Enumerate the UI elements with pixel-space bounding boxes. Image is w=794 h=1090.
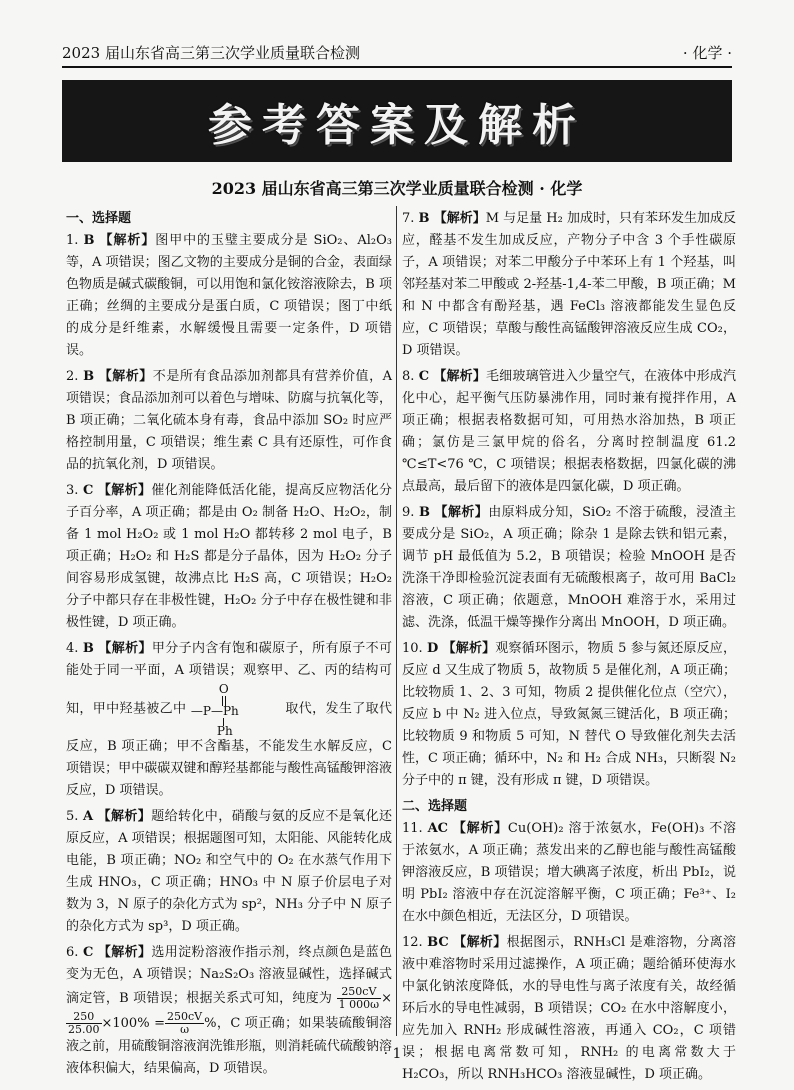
answer-key: B: [418, 505, 430, 520]
banner-text: 参考答案及解析: [208, 100, 586, 151]
item-text: M 与足量 H₂ 加成时，只有苯环发生加成反应，醛基不发生加成反应，产物分子中含 3 个手性碳原子，A 项错误；对苯二甲酸分子中苯环上有 1 个羟基，叫邻羟基对苯二甲酸或 2-羟基-1,4-苯二甲酸，B 项正确；M 和 N 中都含有酚羟基，遇 FeCl₃ 溶液都能发生显色反应，C 项错误；草酸与酸性高锰酸钾溶液反应生成 CO₂，D 项错误。: [402, 211, 736, 358]
structure-phenyl: Ph: [216, 724, 233, 738]
analysis-tag: 【解析】: [453, 935, 507, 950]
answer-item-1: [66, 230, 392, 362]
answer-key: BC: [427, 935, 449, 950]
item-text-cont: 取代，发生了取代反应，B 项正确；甲不含酯基，不能发生水解反应，C 项错误；甲中碳碳双键和醇羟基都能与酸性高锰酸钾溶液反应，D 项错误。: [66, 701, 392, 798]
column-divider: [396, 206, 397, 1036]
analysis-tag: 【解析】: [98, 641, 152, 656]
answer-item-5: [66, 806, 392, 938]
item-text: Cu(OH)₂ 溶于浓氨水，Fe(OH)₃ 不溶于浓氨水，A 项正确；蒸发出来的乙醇也能与酸性高锰酸钾溶液反应，B 项错误；增大碘离子浓度，析出 PbI₂，说明 PbI₂ 溶液中存在沉淀溶解平衡，C 项正确；Fe³⁺、I₂ 在水中颜色相近，无法区分，D 项错误。: [402, 821, 736, 924]
answer-key: B: [83, 369, 95, 384]
item-number: 9.: [402, 505, 415, 520]
item-number: 3.: [66, 483, 79, 498]
item-text: 选用淀粉溶液作指示剂，终点颜色是蓝色变为无色，A 项错误；Na₂S₂O₃ 溶液显碱性，选择碱式滴定管，B 项错误；根据关系式可知，纯度为: [66, 945, 392, 1006]
left-column: [66, 208, 392, 1084]
fraction-1: $\frac{250cV}{1 000\omega}$: [338, 985, 380, 1011]
item-text: 催化剂能降低活化能，提高反应物活化分子百分率，A 项正确；都是由 O₂ 制备 H₂O、H₂O₂，制备 1 mol H₂O₂ 或 1 mol H₂O 都转移 2 mol 电子，B 项正确；H₂O₂ 和 H₂S 都是分子晶体，因为 H₂O₂ 分子间容易形成氢键，故沸点比 H₂S 高，C 项错误；H₂O₂ 分子中都只存在非极性键，H₂O₂ 分子中存在极性键和非极性键，D 项正确。: [66, 483, 392, 630]
answer-key: C: [82, 945, 94, 960]
answer-item-4: [66, 638, 392, 802]
page-number: · 1 ·: [383, 1046, 411, 1062]
title-banner: [62, 80, 732, 162]
running-header: [62, 40, 732, 68]
item-number: 11.: [402, 821, 423, 836]
item-number: 5.: [66, 809, 79, 824]
item-number: 6.: [66, 945, 79, 960]
answer-item-8: [402, 366, 736, 498]
item-number: 7.: [402, 211, 415, 226]
analysis-tag: 【解析】: [434, 505, 489, 520]
right-column: [402, 208, 736, 1090]
answer-key: C: [418, 369, 430, 384]
item-text: 甲分子内含有饱和碳原子，所有原子不可能处于同一平面，A 项错误；观察甲、乙、丙的结构可知，甲中羟基被乙中: [66, 641, 392, 717]
answer-key: B: [418, 211, 430, 226]
item-number: 1.: [66, 233, 79, 248]
item-number: 4.: [66, 641, 79, 656]
item-number: 12.: [402, 935, 423, 950]
analysis-tag: 【解析】: [99, 233, 156, 248]
answer-item-11: [402, 818, 736, 928]
analysis-tag: 【解析】: [97, 809, 152, 824]
item-number: 2.: [66, 369, 79, 384]
item-text: 题给转化中，硝酸与氨的反应不是氧化还原反应，A 项错误；根据题图可知，太阳能、风能转化成电能，B 项正确；NO₂ 和空气中的 O₂ 在水蒸气作用下生成 HNO₃，C 项正确；HNO₃ 中 N 原子价层电子对数为 3，N 原子的杂化方式为 sp²，NH₃ 分子中 N 原子的杂化方式为 sp³，D 项正确。: [66, 809, 392, 934]
analysis-tag: 【解析】: [452, 821, 508, 836]
header-title: 2023 届山东省高三第三次学业质量联合检测: [62, 44, 360, 62]
analysis-tag: 【解析】: [433, 369, 487, 384]
analysis-tag: 【解析】: [97, 945, 152, 960]
answer-item-9: [402, 502, 736, 634]
structure-oxygen: O: [218, 682, 229, 696]
item-text-cont: %，C 项正确；如果装硫酸铜溶液之前，用硫酸铜溶液润洗锥形瓶，则消耗硫代硫酸钠溶液体积偏大，结果偏高，D 项错误。: [66, 1016, 392, 1076]
analysis-tag: 【解析】: [98, 369, 153, 384]
item-text: 观察循环图示，物质 5 参与氮还原反应，反应 d 又生成了物质 5，故物质 5 是催化剂，A 项正确；比较物质 1、2、3 可知，物质 2 提供催化位点（空穴），反应 b 中 N₂ 进入位点，导致氮氮三键活化，B 项正确；比较物质 9 和物质 5 可知，N 替代 O 导致催化剂失去活性，C 项正确；循环中，N₂ 和 H₂ 合成 NH₃，只断裂 N₂ 分子中的 π 键，没有形成 π 键，D 项错误。: [402, 641, 736, 788]
item-number: 8.: [402, 369, 415, 384]
item-text: 根据图示，RNH₃Cl 是难溶物，分离溶液中难溶物时采用过滤操作，A 项正确；题给循环使海水中氯化钠浓度降低，水的导电性与离子浓度有关，故经循环后水的导电性减弱，B 项错误；CO₂ 在水中溶解度小，应先加入 RNH₂ 形成碱性溶液，再通入 CO₂，C 项错误；根据电离常数可知，RNH₂ 的电离常数大于 H₂CO₃，所以 RNH₃HCO₃ 溶液显碱性，D 项正确。: [402, 935, 736, 1082]
analysis-tag: 【解析】: [97, 483, 152, 498]
answer-key: D: [427, 641, 439, 656]
phosphine-oxide-structure: [191, 682, 281, 736]
answer-item-6: 6. C 【解析】选用淀粉溶液作指示剂，终点颜色是蓝色变为无色，A 项错误；Na₂S₂O₃ 溶液显碱性，选择碱式滴定管，B 项错误；根据关系式可知，纯度为 $\frac{250cV}{1 000\omega}$ × $\frac{250}{25.00}$ ×100% = $\frac{250cV}{\omega}$ %，C 项正确；如果装硫酸铜溶液之前，用硫酸铜溶液润洗锥形瓶，则消耗硫代硫酸钠溶液体积偏大，结果偏高，D 项错误。: [66, 945, 393, 1076]
answer-item-10: [402, 638, 736, 792]
answer-key: C: [82, 483, 94, 498]
answer-key: AC: [427, 821, 449, 836]
answer-key: B: [83, 233, 95, 248]
item-number: 10.: [402, 641, 423, 656]
answer-item-3: [66, 480, 392, 634]
item-text: 图甲中的玉璧主要成分是 SiO₂、Al₂O₃ 等，A 项错误；图乙文物的主要成分是铜的合金，表面绿色物质是碱式碳酸铜，可以用饱和氯化铵溶液除去，B 项正确；丝绸的主要成分是蛋白质，C 项错误；图丁中纸的成分是纤维素，水解缓慢且需要一定条件，D 项错误。: [66, 233, 392, 358]
section-heading: 二、选择题: [402, 799, 468, 814]
analysis-tag: 【解析】: [433, 211, 486, 226]
item-text: 不是所有食品添加剂都具有营养价值，A 项错误；食品添加剂可以着色与增味、防腐与抗氧化等，B 项正确；二氧化硫本身有毒，食品中添加 SO₂ 时应严格控制用量，C 项错误；维生素 C 具有还原性，可作食品的抗氧化剂，D 项错误。: [66, 369, 392, 472]
item-text: 毛细玻璃管进入少量空气，在液体中形成汽化中心，起平衡气压防暴沸作用，同时兼有搅拌作用，A 项正确；根据表格数据可知，可用热水浴加热，B 项正确；氯仿是三氯甲烷的俗名，分离时控制温度 61.2 ℃≤T<76 ℃，C 项错误；根据表格数据，四氯化碳的沸点最高，最后留下的液体是四氯化碳，D 项正确。: [402, 369, 736, 494]
answer-key: B: [82, 641, 94, 656]
structure-main: —P—Ph: [190, 704, 239, 718]
item-text: 由原料成分知，SiO₂ 不溶于硫酸，浸渣主要成分是 SiO₂，A 项正确；除杂 1 是除去铁和铝元素，调节 pH 最低值为 5.2，B 项错误；检验 MnOOH 是否洗涤干净即检验沉淀表面有无硫酸根离子，故可用 BaCl₂ 溶液，C 项正确；依题意，MnOOH 难溶于水，采用过滤、洗涤，低温干燥等操作分离出 MnOOH，D 项正确。: [402, 505, 736, 630]
section-heading: 一、选择题: [66, 211, 132, 226]
fraction-2: $\frac{250}{25.00}$: [68, 1010, 100, 1036]
fraction-3: $\frac{250cV}{\omega}$: [167, 1010, 203, 1036]
answer-item-2: [66, 366, 392, 476]
page-title: 2023 届山东省高三第三次学业质量联合检测 · 化学: [211, 179, 583, 198]
answer-key: A: [82, 809, 94, 824]
header-subject: · 化学 ·: [682, 44, 732, 62]
answer-item-12: [402, 932, 736, 1086]
analysis-tag: 【解析】: [442, 641, 496, 656]
answer-item-7: [402, 208, 736, 362]
